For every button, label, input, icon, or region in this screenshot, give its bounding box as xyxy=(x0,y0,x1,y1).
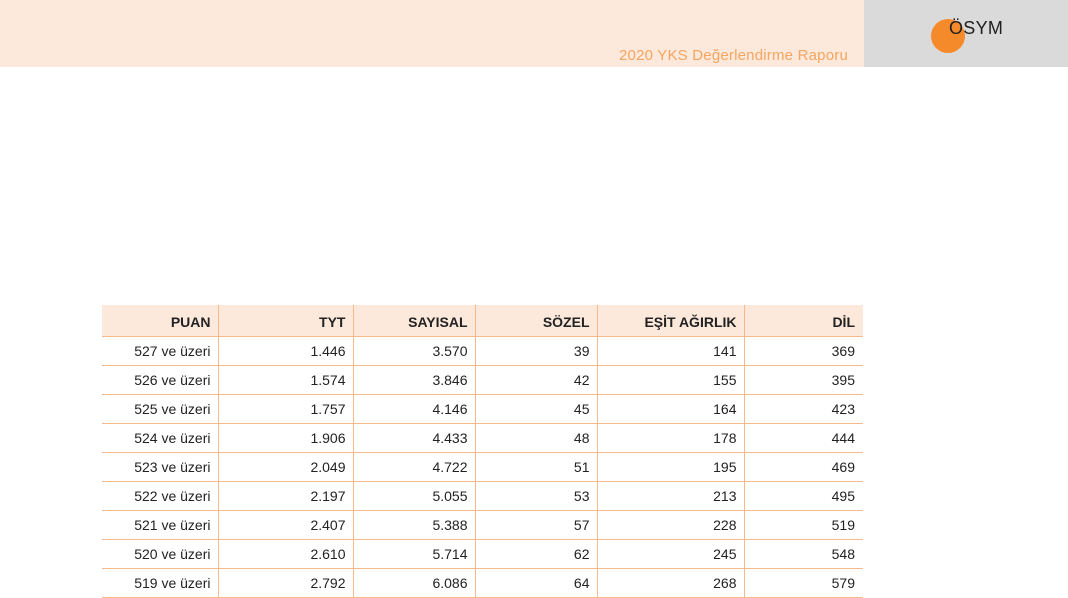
table-cell: 155 xyxy=(597,366,744,395)
table-cell: 51 xyxy=(475,453,597,482)
table-row xyxy=(102,569,863,598)
table-cell: 3.846 xyxy=(353,366,475,395)
table-row xyxy=(102,366,863,395)
table-cell: 48 xyxy=(475,424,597,453)
table-cell: 1.906 xyxy=(218,424,353,453)
table-cell: 45 xyxy=(475,395,597,424)
table-cell: 523 ve üzeri xyxy=(102,453,218,482)
table-cell: 53 xyxy=(475,482,597,511)
table-cell: 195 xyxy=(597,453,744,482)
column-header: DİL xyxy=(744,305,863,337)
score-table xyxy=(102,305,863,598)
table-cell: 527 ve üzeri xyxy=(102,337,218,366)
table-cell: 213 xyxy=(597,482,744,511)
table-cell: 3.570 xyxy=(353,337,475,366)
table-cell: 521 ve üzeri xyxy=(102,511,218,540)
table-cell: 4.433 xyxy=(353,424,475,453)
column-header: SAYISAL xyxy=(353,305,475,337)
column-header: PUAN xyxy=(102,305,218,337)
table-cell: 522 ve üzeri xyxy=(102,482,218,511)
table-cell: 4.146 xyxy=(353,395,475,424)
table-cell: 245 xyxy=(597,540,744,569)
column-header: SÖZEL xyxy=(475,305,597,337)
table-header-row xyxy=(102,305,863,337)
table-cell: 1.446 xyxy=(218,337,353,366)
table-cell: 5.055 xyxy=(353,482,475,511)
table-row xyxy=(102,337,863,366)
table-row xyxy=(102,482,863,511)
table-cell: 2.407 xyxy=(218,511,353,540)
table-cell: 178 xyxy=(597,424,744,453)
table-cell: 525 ve üzeri xyxy=(102,395,218,424)
score-table-container xyxy=(102,305,863,598)
report-title: 2020 YKS Değerlendirme Raporu xyxy=(619,47,848,64)
table-cell: 526 ve üzeri xyxy=(102,366,218,395)
table-cell: 2.049 xyxy=(218,453,353,482)
table-cell: 423 xyxy=(744,395,863,424)
table-cell: 2.610 xyxy=(218,540,353,569)
table-cell: 1.574 xyxy=(218,366,353,395)
table-cell: 2.792 xyxy=(218,569,353,598)
table-row xyxy=(102,511,863,540)
table-cell: 395 xyxy=(744,366,863,395)
table-row xyxy=(102,453,863,482)
table-cell: 469 xyxy=(744,453,863,482)
table-cell: 579 xyxy=(744,569,863,598)
table-cell: 268 xyxy=(597,569,744,598)
table-cell: 141 xyxy=(597,337,744,366)
table-cell: 2.197 xyxy=(218,482,353,511)
table-row xyxy=(102,540,863,569)
table-cell: 524 ve üzeri xyxy=(102,424,218,453)
table-cell: 369 xyxy=(744,337,863,366)
table-cell: 548 xyxy=(744,540,863,569)
logo-text: ÖSYM xyxy=(949,18,1004,38)
table-cell: 228 xyxy=(597,511,744,540)
table-cell: 1.757 xyxy=(218,395,353,424)
table-cell: 39 xyxy=(475,337,597,366)
table-cell: 444 xyxy=(744,424,863,453)
table-cell: 42 xyxy=(475,366,597,395)
table-cell: 64 xyxy=(475,569,597,598)
table-cell: 6.086 xyxy=(353,569,475,598)
table-cell: 520 ve üzeri xyxy=(102,540,218,569)
table-cell: 57 xyxy=(475,511,597,540)
table-cell: 519 ve üzeri xyxy=(102,569,218,598)
table-cell: 5.714 xyxy=(353,540,475,569)
table-cell: 164 xyxy=(597,395,744,424)
header-band xyxy=(0,0,864,67)
table-cell: 62 xyxy=(475,540,597,569)
table-cell: 5.388 xyxy=(353,511,475,540)
table-cell: 495 xyxy=(744,482,863,511)
column-header: TYT xyxy=(218,305,353,337)
table-row xyxy=(102,395,863,424)
table-cell: 519 xyxy=(744,511,863,540)
logo xyxy=(864,0,1068,67)
column-header: EŞİT AĞIRLIK xyxy=(597,305,744,337)
table-cell: 4.722 xyxy=(353,453,475,482)
table-row xyxy=(102,424,863,453)
